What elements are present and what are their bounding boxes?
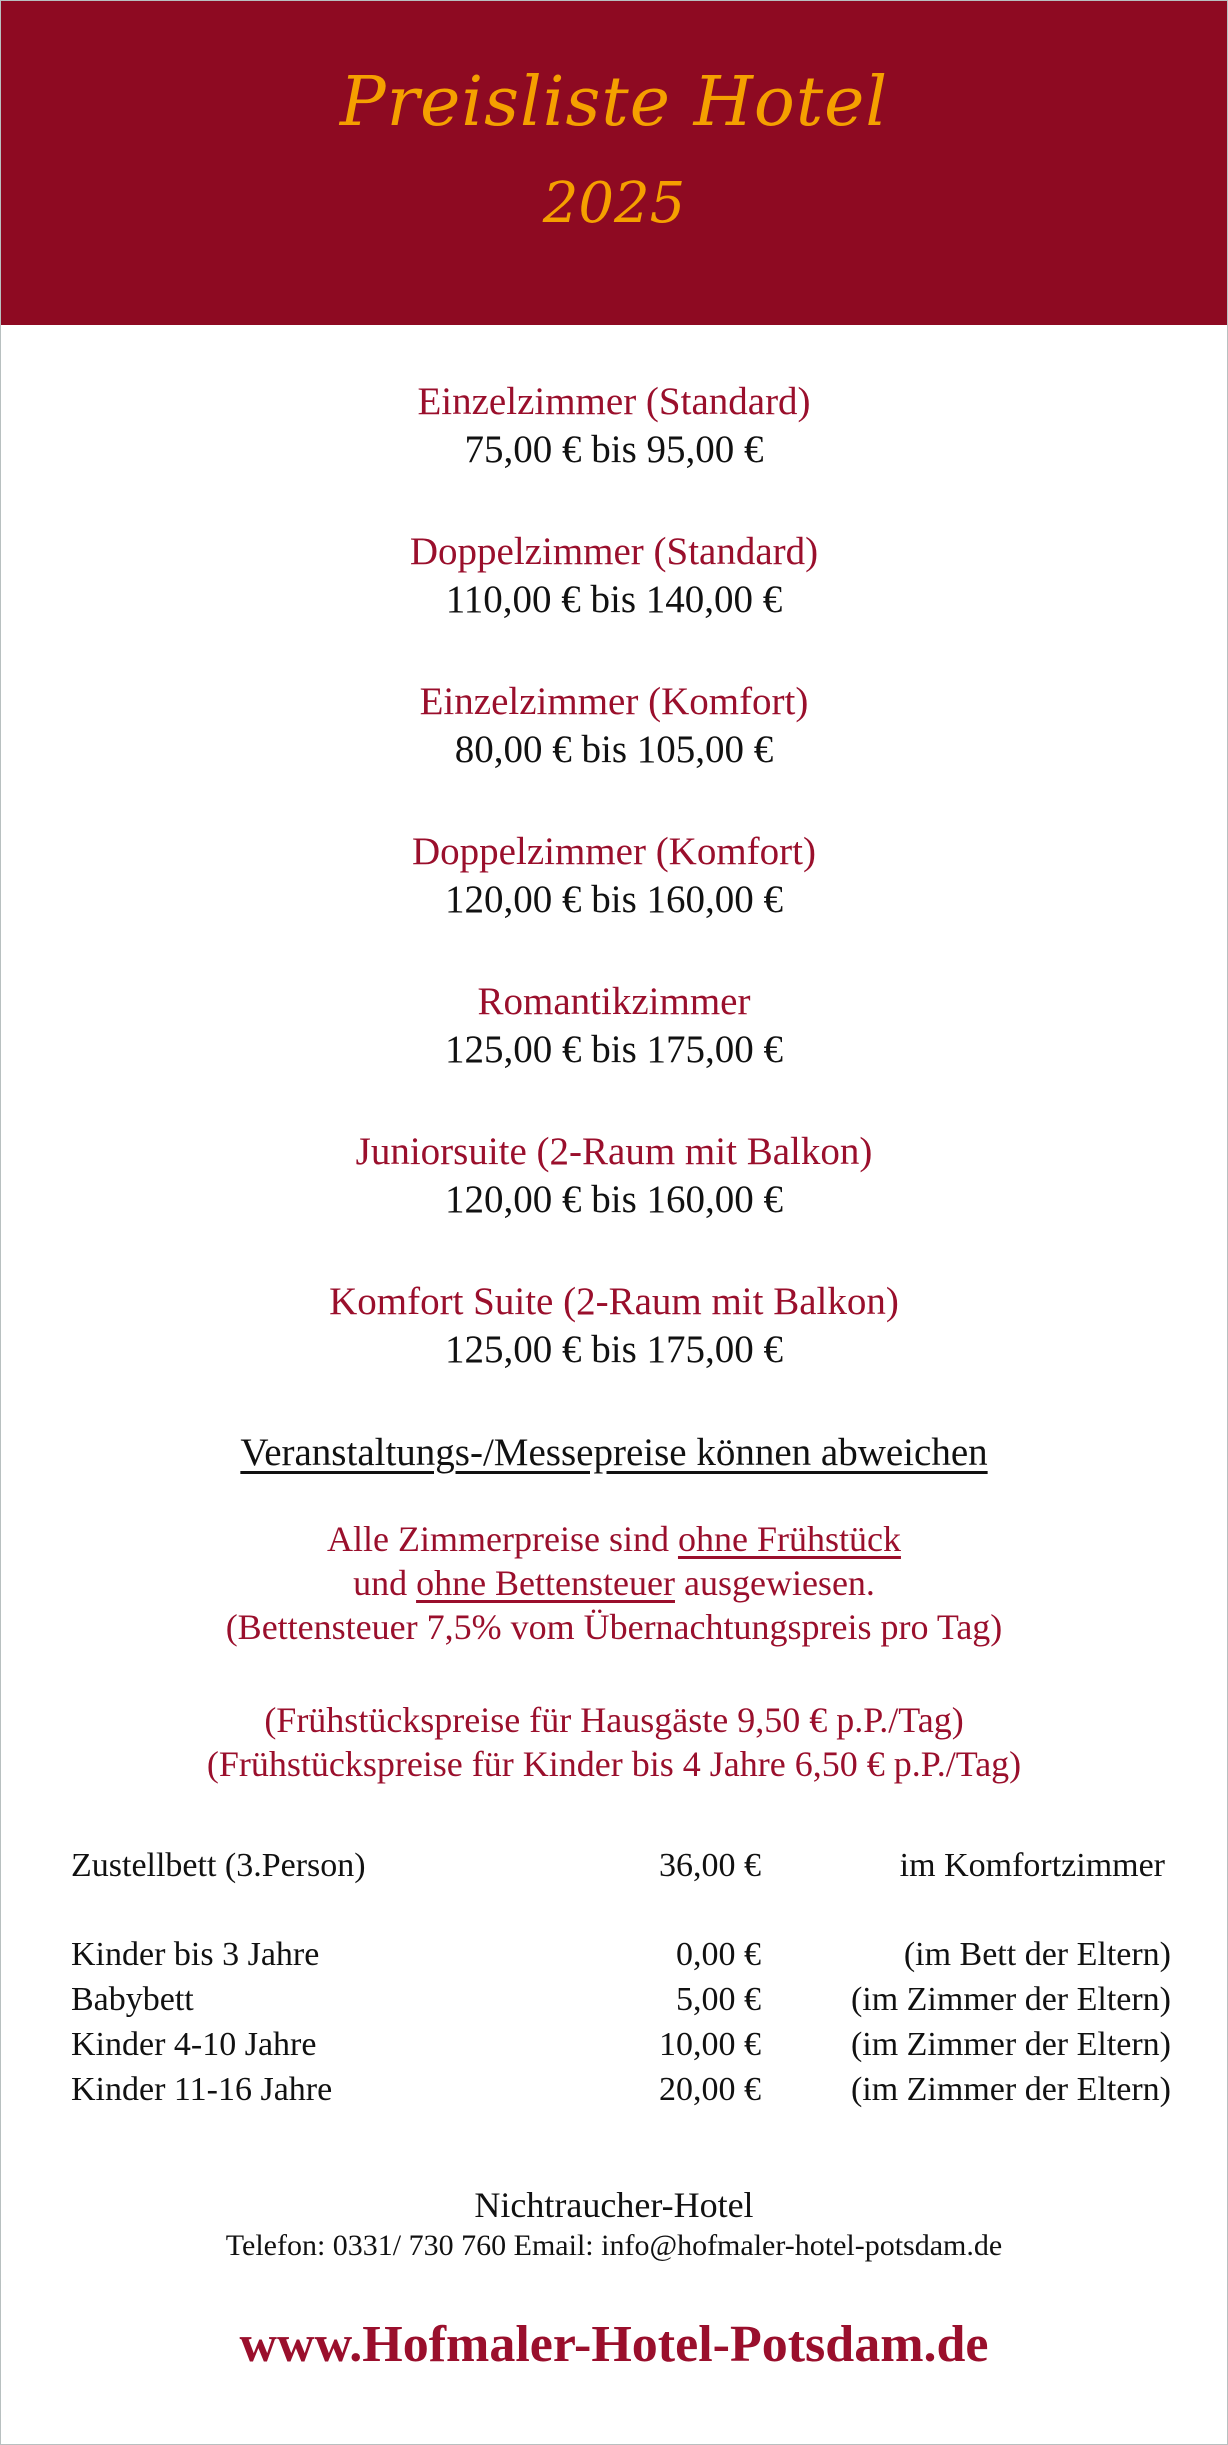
room-item xyxy=(1,1128,1227,1224)
room-price: 120,00 € bis 160,00 € xyxy=(444,1178,783,1221)
event-price-notice xyxy=(1,1429,1227,1477)
extra-label: Zustellbett (3.Person) xyxy=(71,1847,366,1884)
room-price: 75,00 € bis 95,00 € xyxy=(464,428,764,471)
room-name: Komfort Suite (2-Raum mit Balkon) xyxy=(329,1280,899,1323)
extra-price: 20,00 € xyxy=(659,2071,761,2108)
room-item xyxy=(1,378,1227,474)
price-info-text: Alle Zimmerpreise sind xyxy=(327,1519,678,1559)
website-link[interactable]: www.Hofmaler-Hotel-Potsdam.de xyxy=(239,2316,989,2373)
price-info-text: ausgewiesen. xyxy=(674,1563,875,1603)
footer xyxy=(1,2183,1227,2265)
room-price: 125,00 € bis 175,00 € xyxy=(444,1328,783,1371)
extra-label: Babybett xyxy=(71,1981,194,2018)
page-title: Preisliste Hotel xyxy=(339,63,889,142)
contact-info: Telefon: 0331/ 730 760 Email: info@hofmaler-hotel-potsdam.de xyxy=(225,2229,1003,2262)
extra-price: 0,00 € xyxy=(676,1936,761,1973)
extra-label: Kinder 11-16 Jahre xyxy=(71,2071,333,2108)
table-row xyxy=(71,1843,1171,1888)
room-item xyxy=(1,528,1227,624)
price-info-line xyxy=(1,1517,1227,1561)
room-item xyxy=(1,828,1227,924)
room-name: Einzelzimmer (Standard) xyxy=(417,380,811,423)
extras-table xyxy=(71,1932,1171,2112)
table-row xyxy=(71,2022,1171,2067)
breakfast-price-guests: (Frühstückspreise für Hausgäste 9,50 € p.P./Tag) xyxy=(264,1700,964,1740)
room-price: 110,00 € bis 140,00 € xyxy=(445,578,783,621)
extra-note: (im Zimmer der Eltern) xyxy=(850,2026,1171,2063)
room-name: Einzelzimmer (Komfort) xyxy=(419,680,809,723)
extra-label: Kinder bis 3 Jahre xyxy=(71,1936,320,1973)
website-block xyxy=(1,2315,1227,2375)
price-info xyxy=(1,1517,1227,1649)
room-item xyxy=(1,978,1227,1074)
non-smoking-hotel-label: Nichtraucher-Hotel xyxy=(474,2185,754,2225)
without-bed-tax-text: ohne Bettensteuer xyxy=(416,1563,675,1603)
event-price-notice-text: Veranstaltungs-/Messepreise können abweichen xyxy=(240,1431,988,1474)
room-name: Doppelzimmer (Komfort) xyxy=(412,830,816,873)
extra-note: (im Bett der Eltern) xyxy=(903,1936,1171,1973)
room-item xyxy=(1,678,1227,774)
extra-note: (im Zimmer der Eltern) xyxy=(850,1981,1171,2018)
extra-label: Kinder 4-10 Jahre xyxy=(71,2026,317,2063)
breakfast-price-children: (Frühstückspreise für Kinder bis 4 Jahre 6,50 € p.P./Tag) xyxy=(206,1744,1022,1784)
room-price: 80,00 € bis 105,00 € xyxy=(454,728,774,771)
table-row xyxy=(71,1932,1171,1977)
price-info-text: und xyxy=(353,1563,417,1603)
table-row xyxy=(71,1977,1171,2022)
extra-price: 5,00 € xyxy=(676,1981,761,2018)
page-year: 2025 xyxy=(542,171,686,236)
extra-note: (im Zimmer der Eltern) xyxy=(850,2071,1171,2108)
bed-tax-info: (Bettensteuer 7,5% vom Übernachtungspreis pro Tag) xyxy=(225,1607,1003,1647)
room-price: 125,00 € bis 175,00 € xyxy=(444,1028,783,1071)
extra-note: im Komfortzimmer xyxy=(899,1847,1165,1884)
extras-table xyxy=(71,1843,1171,1888)
room-name: Juniorsuite (2-Raum mit Balkon) xyxy=(355,1130,873,1173)
room-name: Romantikzimmer xyxy=(477,980,751,1023)
extra-price: 36,00 € xyxy=(659,1847,761,1884)
room-price: 120,00 € bis 160,00 € xyxy=(444,878,783,921)
room-item xyxy=(1,1278,1227,1374)
breakfast-info xyxy=(1,1698,1227,1786)
table-row xyxy=(71,2067,1171,2112)
extra-price: 10,00 € xyxy=(659,2026,761,2063)
header-banner xyxy=(1,1,1227,325)
price-info-line xyxy=(1,1561,1227,1605)
room-name: Doppelzimmer (Standard) xyxy=(409,530,819,573)
without-breakfast-text: ohne Frühstück xyxy=(677,1519,901,1559)
